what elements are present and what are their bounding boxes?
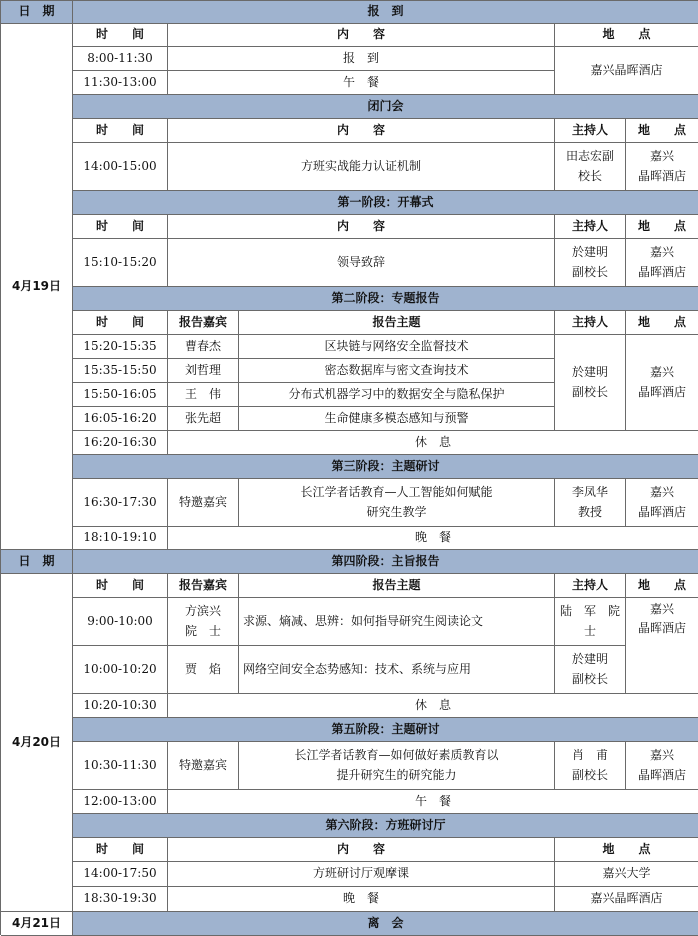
stage2-row3-guest: 王 伟 — [168, 383, 239, 407]
stage5-guest: 特邀嘉宾 — [168, 742, 239, 790]
col-header-host: 主持人 — [555, 119, 626, 143]
stage1-title: 第一阶段：开幕式 — [73, 191, 698, 215]
col-header-time: 时 间 — [73, 574, 168, 598]
date-header: 日 期 — [1, 1, 73, 24]
stage2-row1-time: 15:20-15:35 — [73, 335, 168, 359]
stage4-row1-topic: 求源、熵减、思辨：如何指导研究生阅读论文 — [239, 598, 555, 646]
col-header-host: 主持人 — [555, 311, 626, 335]
col-header-guest: 报告嘉宾 — [168, 574, 239, 598]
stage3-host: 李凤华 教授 — [555, 479, 626, 527]
stage6-title: 第六阶段：方班研讨厅 — [73, 814, 698, 838]
col-header-content: 内 容 — [168, 24, 555, 47]
stage5-host: 肖 甫 副校长 — [555, 742, 626, 790]
stage1-content: 领导致辞 — [168, 239, 555, 287]
stage4-row1-host: 陆 军 院 士 — [555, 598, 626, 646]
stage6-row1-content: 方班研讨厅观摩课 — [168, 862, 555, 887]
date-april-19: 4月19日 — [1, 24, 73, 550]
col-header-location: 地 点 — [555, 838, 698, 862]
col-header-content: 内 容 — [168, 215, 555, 239]
stage3-dinner-label: 晚 餐 — [168, 527, 698, 550]
col-header-topic: 报告主题 — [239, 311, 555, 335]
stage2-break-time: 16:20-16:30 — [73, 431, 168, 455]
col-header-guest: 报告嘉宾 — [168, 311, 239, 335]
col-header-time: 时 间 — [73, 24, 168, 47]
col-header-time: 时 间 — [73, 311, 168, 335]
stage4-location: 嘉兴 晶晖酒店 — [626, 598, 698, 694]
stage4-break-time: 10:20-10:30 — [73, 694, 168, 718]
stage4-row1-guest: 方滨兴 院 士 — [168, 598, 239, 646]
col-header-location: 地 点 — [626, 574, 698, 598]
register-location: 嘉兴晶晖酒店 — [555, 47, 698, 95]
col-header-time: 时 间 — [73, 215, 168, 239]
stage2-row2-time: 15:35-15:50 — [73, 359, 168, 383]
col-header-location: 地 点 — [626, 215, 698, 239]
stage1-location: 嘉兴 晶晖酒店 — [626, 239, 698, 287]
stage3-topic: 长江学者话教育—人工智能如何赋能 研究生教学 — [239, 479, 555, 527]
register-time-1: 8:00-11:30 — [73, 47, 168, 71]
stage5-time: 10:30-11:30 — [73, 742, 168, 790]
stage2-row3-topic: 分布式机器学习中的数据安全与隐私保护 — [239, 383, 555, 407]
stage6-row2-time: 18:30-19:30 — [73, 887, 168, 912]
stage6-row1-time: 14:00-17:50 — [73, 862, 168, 887]
stage2-row4-guest: 张先超 — [168, 407, 239, 431]
col-header-content: 内 容 — [168, 838, 555, 862]
closed-meeting-host: 田志宏副 校长 — [555, 143, 626, 191]
date-april-21: 4月21日 — [1, 912, 73, 936]
closed-meeting-location: 嘉兴 晶晖酒店 — [626, 143, 698, 191]
stage2-location: 嘉兴 晶晖酒店 — [626, 335, 698, 431]
stage2-row2-guest: 刘哲理 — [168, 359, 239, 383]
stage2-row4-time: 16:05-16:20 — [73, 407, 168, 431]
closed-meeting-title: 闭门会 — [73, 95, 698, 119]
date-april-20: 4月20日 — [1, 574, 73, 912]
stage2-row4-topic: 生命健康多模态感知与预警 — [239, 407, 555, 431]
closed-meeting-content: 方班实战能力认证机制 — [168, 143, 555, 191]
stage2-row3-time: 15:50-16:05 — [73, 383, 168, 407]
stage6-row1-location: 嘉兴大学 — [555, 862, 698, 887]
stage4-row1-time: 9:00-10:00 — [73, 598, 168, 646]
stage5-location: 嘉兴 晶晖酒店 — [626, 742, 698, 790]
col-header-host: 主持人 — [555, 215, 626, 239]
col-header-location: 地 点 — [626, 119, 698, 143]
stage5-lunch-label: 午 餐 — [168, 790, 698, 814]
col-header-time: 时 间 — [73, 838, 168, 862]
register-content-2: 午 餐 — [168, 71, 555, 95]
stage5-lunch-time: 12:00-13:00 — [73, 790, 168, 814]
stage2-title: 第二阶段：专题报告 — [73, 287, 698, 311]
col-header-host: 主持人 — [555, 574, 626, 598]
stage1-time: 15:10-15:20 — [73, 239, 168, 287]
date-header: 日 期 — [1, 550, 73, 574]
closed-meeting-time: 14:00-15:00 — [73, 143, 168, 191]
col-header-time: 时 间 — [73, 119, 168, 143]
stage6-row2-content: 晚 餐 — [168, 887, 555, 912]
stage3-title: 第三阶段：主题研讨 — [73, 455, 698, 479]
stage2-break-label: 休 息 — [168, 431, 698, 455]
col-header-content: 内 容 — [168, 119, 555, 143]
stage4-row2-host: 於建明 副校长 — [555, 646, 626, 694]
register-content-1: 报 到 — [168, 47, 555, 71]
stage2-row1-topic: 区块链与网络安全监督技术 — [239, 335, 555, 359]
stage4-row2-time: 10:00-10:20 — [73, 646, 168, 694]
stage4-title: 第四阶段：主旨报告 — [73, 550, 698, 574]
stage2-host: 於建明 副校长 — [555, 335, 626, 431]
stage3-location: 嘉兴 晶晖酒店 — [626, 479, 698, 527]
stage4-row2-guest: 贾 焰 — [168, 646, 239, 694]
stage5-topic: 长江学者话教育—如何做好素质教育以 提升研究生的研究能力 — [239, 742, 555, 790]
stage2-row1-guest: 曹春杰 — [168, 335, 239, 359]
stage3-guest: 特邀嘉宾 — [168, 479, 239, 527]
stage4-break-label: 休 息 — [168, 694, 698, 718]
register-title: 报 到 — [73, 1, 698, 24]
col-header-location: 地 点 — [626, 311, 698, 335]
stage3-time: 16:30-17:30 — [73, 479, 168, 527]
leave-title: 离 会 — [73, 912, 698, 936]
stage1-host: 於建明 副校长 — [555, 239, 626, 287]
col-header-topic: 报告主题 — [239, 574, 555, 598]
stage5-title: 第五阶段：主题研讨 — [73, 718, 698, 742]
stage6-row2-location: 嘉兴晶晖酒店 — [555, 887, 698, 912]
register-time-2: 11:30-13:00 — [73, 71, 168, 95]
col-header-location: 地 点 — [555, 24, 698, 47]
stage3-dinner-time: 18:10-19:10 — [73, 527, 168, 550]
stage2-row2-topic: 密态数据库与密文查询技术 — [239, 359, 555, 383]
stage4-row2-topic: 网络空间安全态势感知：技术、系统与应用 — [239, 646, 555, 694]
